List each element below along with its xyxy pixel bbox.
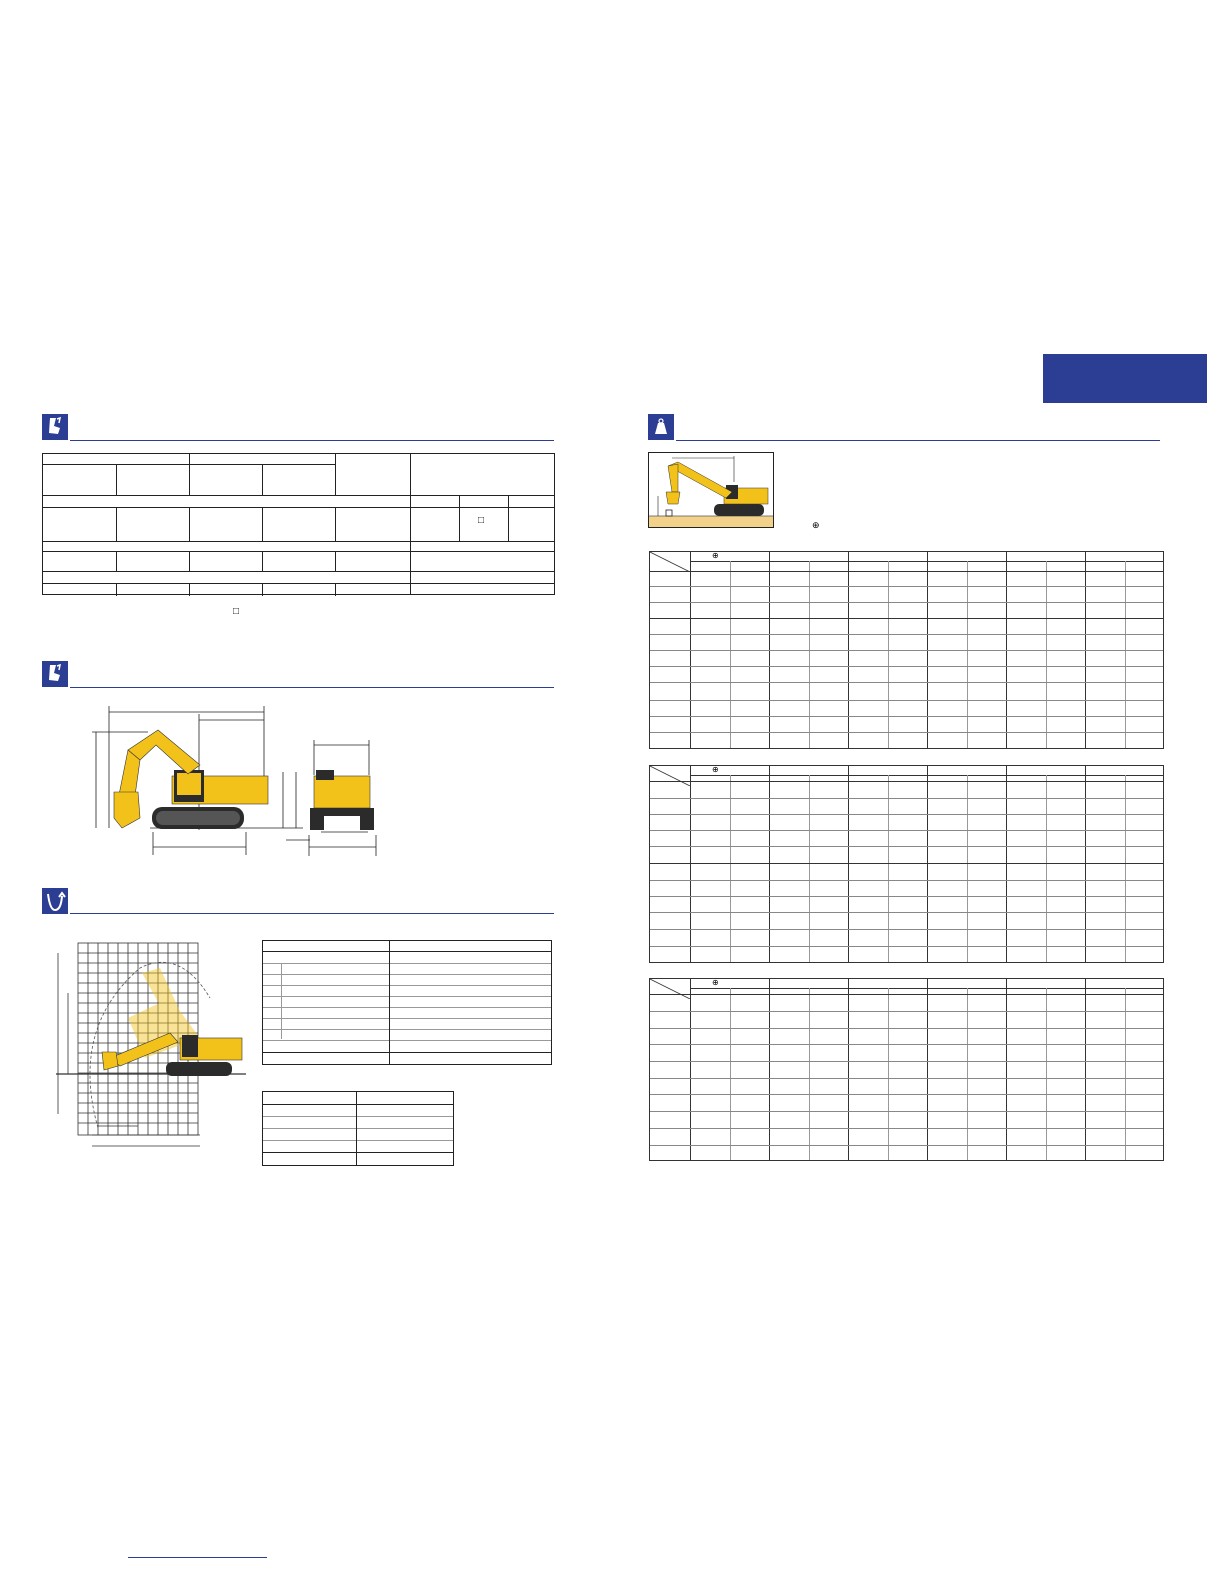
bucket-arm-icon [42, 414, 68, 440]
rotate-symbol: ⊕ [712, 551, 719, 560]
bucket-arm-icon [42, 661, 68, 687]
dimensions-drawing [88, 700, 388, 860]
rotate-symbol: ⊕ [712, 765, 719, 774]
chapter-tab [1043, 354, 1207, 403]
weight-icon [648, 414, 674, 440]
lifting-capacity-table-3 [649, 978, 1164, 1161]
lifting-capacity-table-1 [649, 551, 1164, 749]
working-range-drawing [50, 938, 250, 1170]
lifting-diagram [648, 452, 774, 528]
square-symbol: □ [233, 606, 240, 617]
bucket-table [42, 453, 555, 595]
section-rule [70, 913, 554, 914]
footer-link[interactable] [128, 1556, 267, 1558]
working-range-table [262, 940, 552, 1065]
section-rule [676, 440, 1160, 441]
working-force-table [262, 1091, 454, 1166]
lifting-capacity-table-2 [649, 765, 1164, 963]
working-range-icon [42, 888, 68, 914]
square-symbol: □ [478, 515, 485, 526]
rotate-symbol: ⊕ [812, 520, 820, 530]
section-rule [70, 440, 554, 441]
rotate-symbol: ⊕ [712, 978, 719, 987]
section-rule [70, 687, 554, 688]
